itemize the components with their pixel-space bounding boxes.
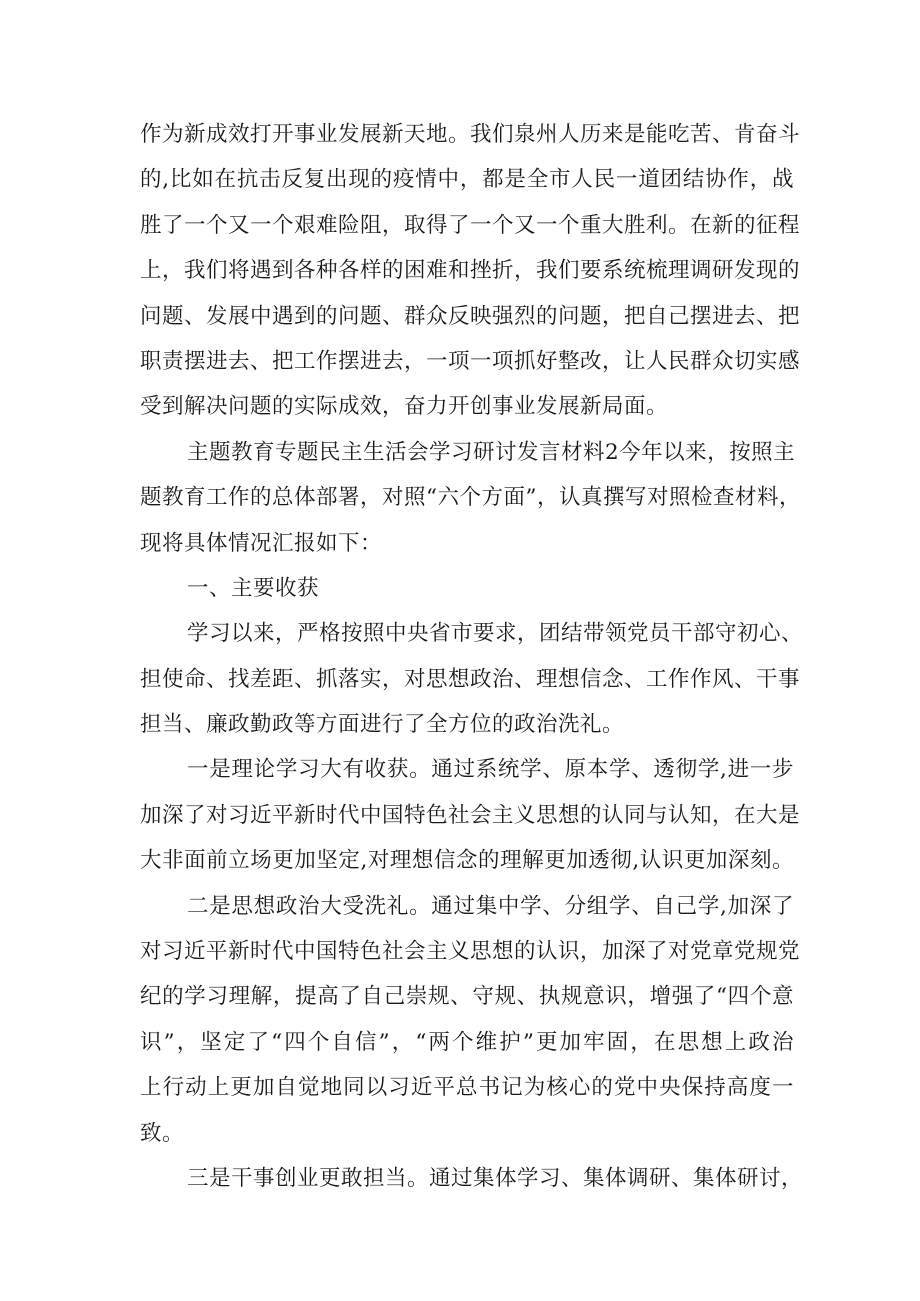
- section-heading: 一、主要收获: [187, 575, 320, 601]
- text-line: 纪的学习理解，提高了自己崇规、守规、执规意识，增强了“四个意: [140, 984, 794, 1010]
- document-body: [140, 112, 804, 1201]
- text-line: 对习近平新时代中国特色社会主义思想的认识，加深了对党章党规党: [140, 939, 801, 965]
- text-line: 胜了一个又一个艰难险阻，取得了一个又一个重大胜利。在新的征程: [140, 212, 801, 238]
- text-line: 致。: [140, 1120, 185, 1146]
- text-line: 现将具体情况汇报如下：: [140, 530, 383, 556]
- text-line: 题教育工作的总体部署，对照“六个方面”，认真撰写对照检查材料，: [140, 485, 801, 511]
- text-line: 担当、廉政勤政等方面进行了全方位的政治洗礼。: [140, 712, 625, 738]
- paragraph-start-line: 三是干事创业更敢担当。通过集体学习、集体调研、集体研讨，: [187, 1165, 804, 1191]
- text-line: 识”，坚定了“四个自信”，“两个维护”更加牢固，在思想上政治: [140, 1029, 794, 1055]
- text-line: 担使命、找差距、抓落实，对思想政治、理想信念、工作作风、干事: [140, 666, 801, 692]
- text-line: 受到解决问题的实际成效，奋力开创事业发展新局面。: [140, 394, 669, 420]
- text-line: 问题、发展中遇到的问题、群众反映强烈的问题，把自己摆进去、把: [140, 303, 801, 329]
- text-line: 的,比如在抗击反复出现的疫情中，都是全市人民一道团结协作，战: [140, 167, 794, 193]
- text-line: 职责摆进去、把工作摆进去，一项一项抓好整改，让人民群众切实感: [140, 348, 801, 374]
- paragraph-start-line: 学习以来，严格按照中央省市要求，团结带领党员干部守初心、: [187, 621, 804, 647]
- text-line: 作为新成效打开事业发展新天地。我们泉州人历来是能吃苦、肯奋斗: [140, 122, 801, 147]
- paragraph-start-line: 主题教育专题民主生活会学习研讨发言材料2今年以来，按照主: [187, 439, 796, 465]
- text-line: 大非面前立场更加坚定,对理想信念的理解更加透彻,认识更加深刻。: [140, 848, 794, 874]
- text-line: 加深了对习近平新时代中国特色社会主义思想的认同与认知，在大是: [140, 802, 801, 828]
- text-line: 上行动上更加自觉地同以习近平总书记为核心的党中央保持高度一: [140, 1075, 794, 1101]
- paragraph-start-line: 二是思想政治大受洗礼。通过集中学、分组学、自己学,加深了: [187, 893, 794, 919]
- paragraph-start-line: 一是理论学习大有收获。通过系统学、原本学、透彻学,进一步: [187, 757, 794, 783]
- text-line: 上，我们将遇到各种各样的困难和挫折，我们要系统梳理调研发现的: [140, 258, 801, 284]
